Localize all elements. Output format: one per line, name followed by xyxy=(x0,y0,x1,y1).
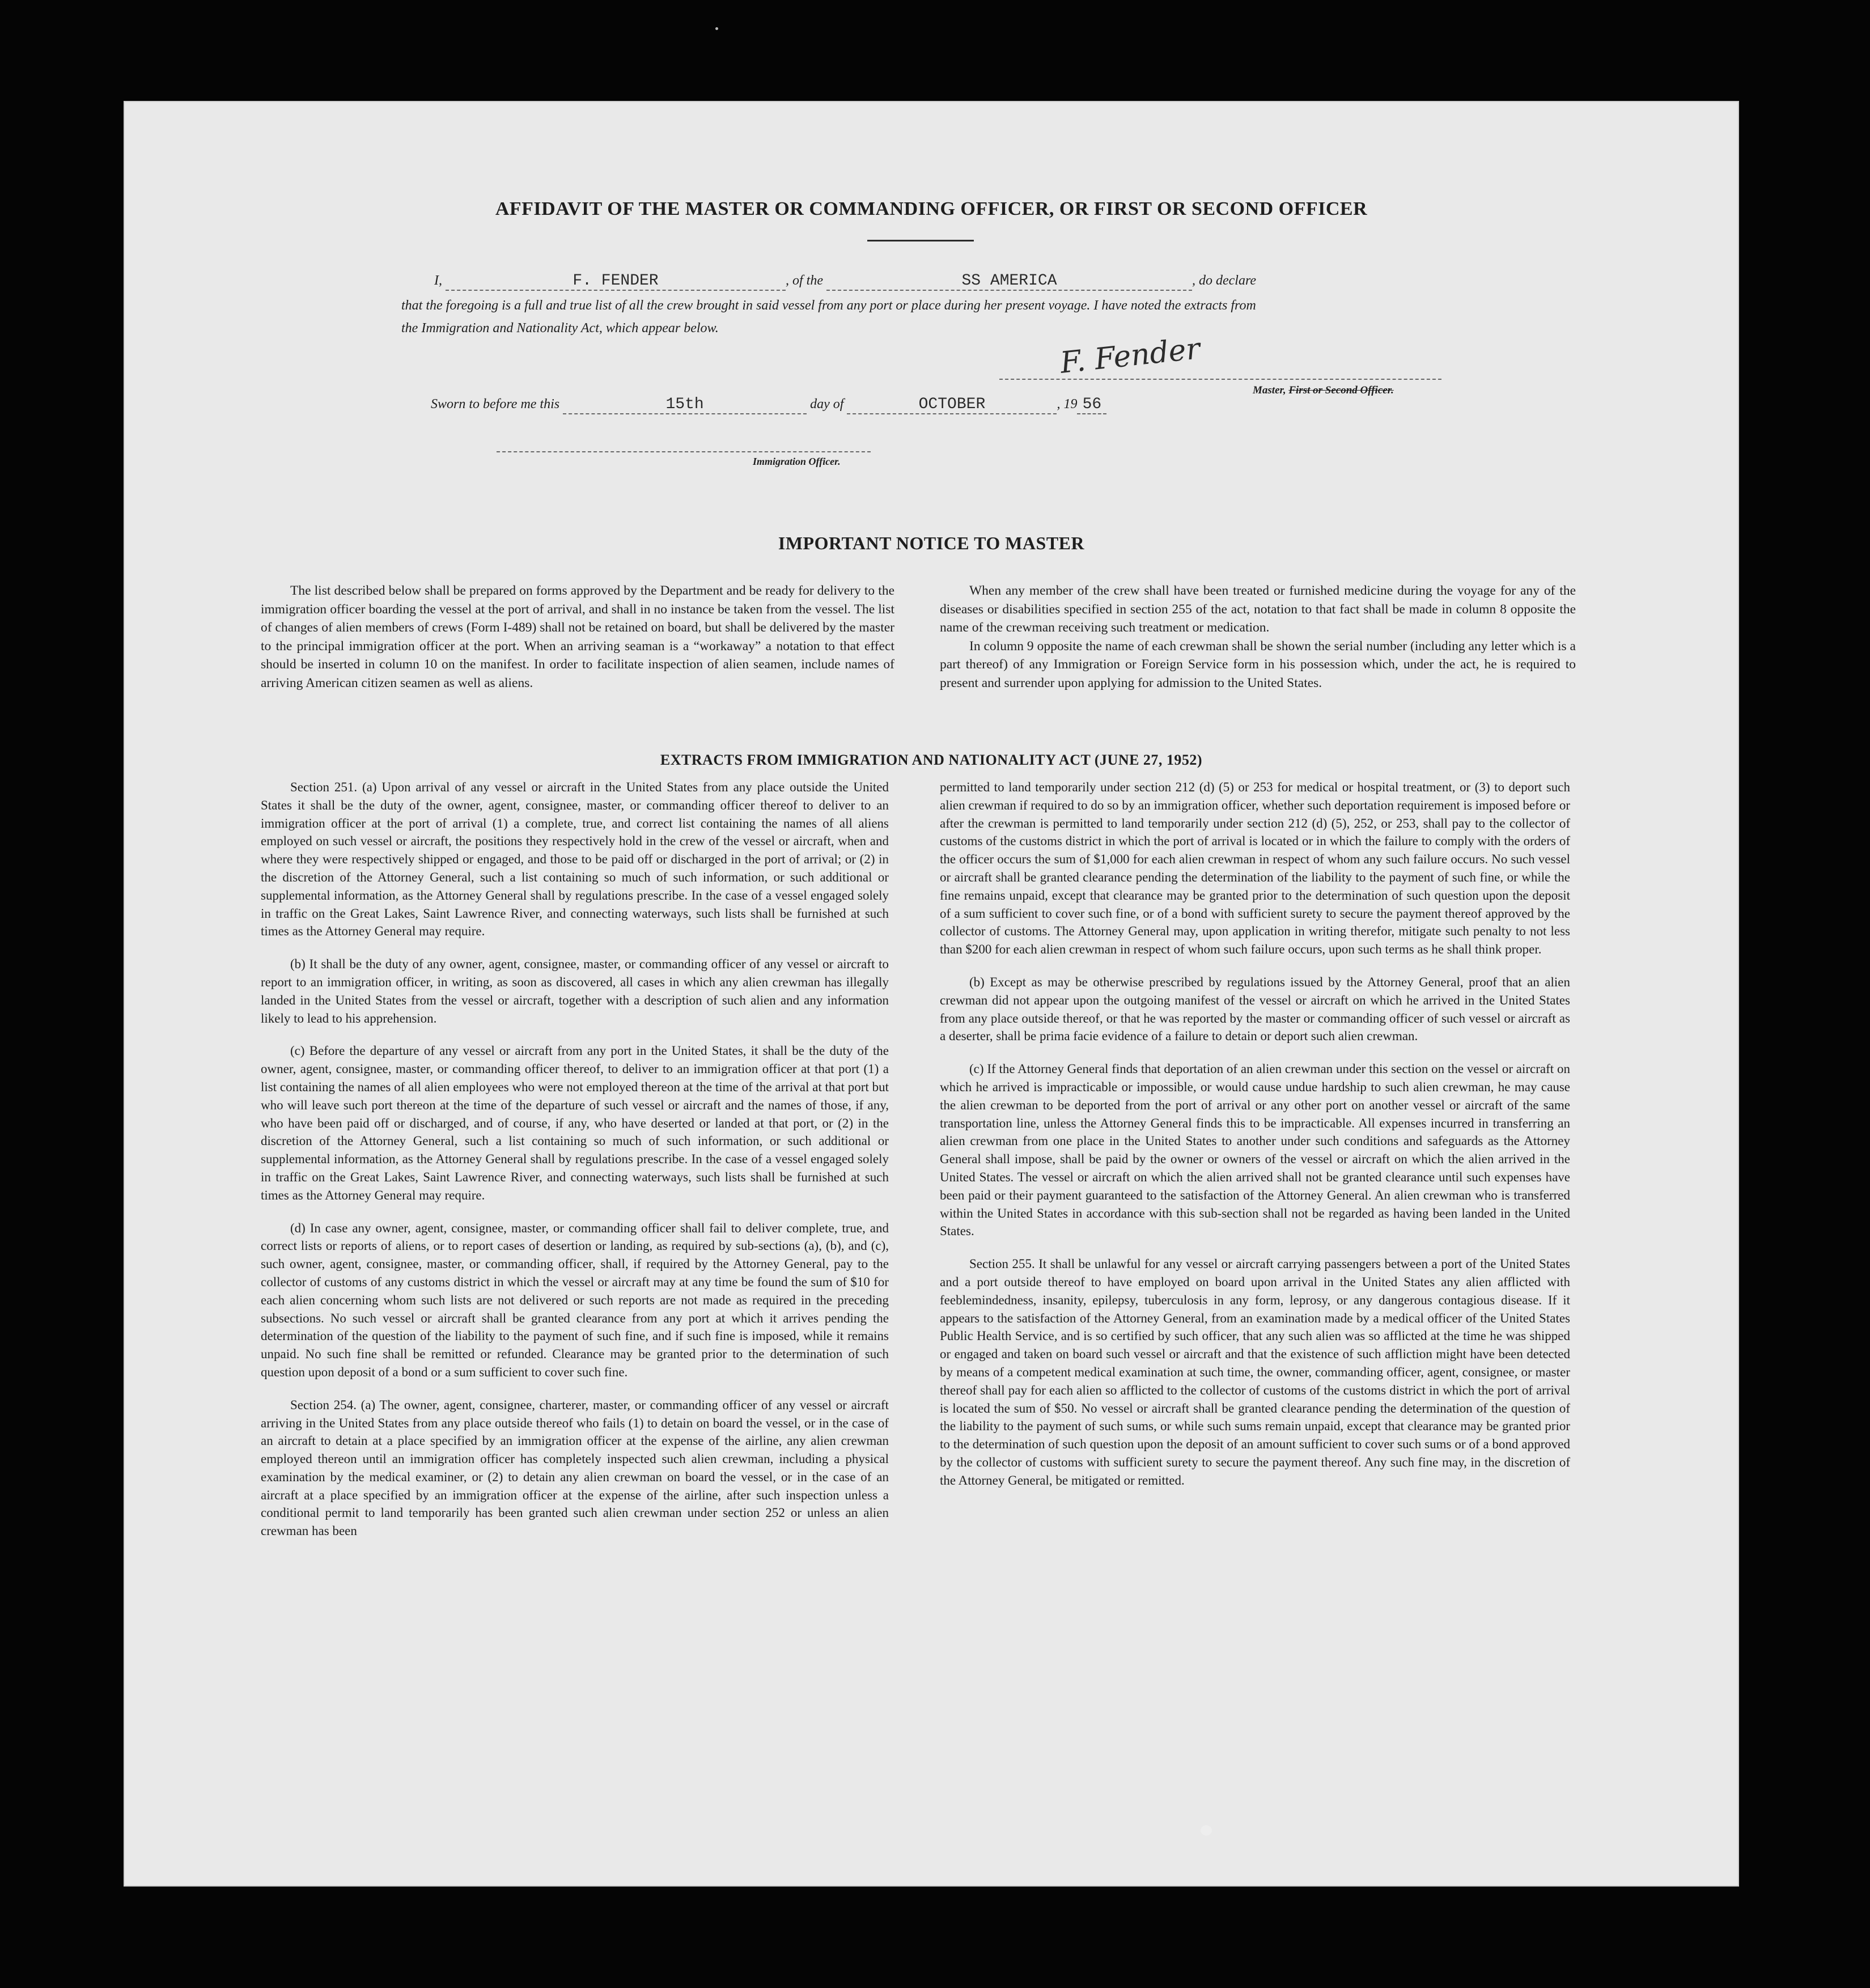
section-251-d: (d) In case any owner, agent, consignee, master, or commanding officer shall fail to deliver complete, true, and correct lists or reports of aliens, or to report cases of desertion or landing, as required by sub-sections (a), (b), and (c), such owner, agent, consignee, master, or commanding officer, shall, if required by the Attorney General, pay to the collector of customs of any customs district in which the vessel or aircraft may at any time be found the sum of $10 for each alien concerning whom such lists are not delivered or such reports are not made as required in the preceding subsections. No such vessel or aircraft shall be granted clearance from any port at which it arrives pending the determination of the question of the liability to the payment of such fine, and if such fine is imposed, while it remains unpaid. No such fine shall be remitted or refunded. Clearance may be granted prior to the determination of such question upon deposit of a bond or a sum sufficient to cover such fine. xyxy=(261,1220,889,1379)
month-field: OCTOBER xyxy=(847,396,1057,414)
signature-caption: Master, First or Second Officer. xyxy=(1253,384,1394,396)
affidavit-title: AFFIDAVIT OF THE MASTER OR COMMANDING OFFICER, OR FIRST OR SECOND OFFICER xyxy=(495,198,1368,219)
i-label: I, xyxy=(434,273,442,288)
section-254-c: (c) If the Attorney General finds that deportation of an alien crewman under this section on the vessel or aircraft on which he arrived is impracticable or impossible, or would cause undue hardship to such alien crewman, he may cause the alien crewman to be deported from the port of arrival or any other port on another vessel or aircraft of the same transportation line, unless the Attorney General finds this to be impracticable. All expenses incurred in transferring an alien crewman from one place in the United States to another under such conditions and safeguards as the Attorney General shall impose, shall be paid by the owner or owners of the vessel or aircraft on which the alien arrived in the United States. The vessel or aircraft on which the alien arrived shall not be granted clearance until such expenses have been paid or their payment guaranteed to the satisfaction of the Attorney General. An alien crewman who is transferred within the United States in accordance with this sub-section shall not be regarded as having been landed in the United States. xyxy=(940,1062,1570,1239)
do-declare-label: , do declare xyxy=(1192,273,1257,288)
sworn-label: Sworn to before me this xyxy=(431,397,560,412)
day-of-label: day of xyxy=(810,397,844,412)
notice-right-paragraph-1: When any member of the crew shall have been treated or furnished medicine during the voyage for any of the diseases or disabilities specified in section 255 of the act, notation to that fact shall be made in column 8 opposite the name of the crewman receiving such treatment or medication. xyxy=(940,583,1576,635)
master-name-field: F. FENDER xyxy=(446,272,786,291)
vessel-name-field: SS AMERICA xyxy=(826,272,1192,291)
declaration-statement-2: the Immigration and Nationality Act, which appear below. xyxy=(401,321,719,336)
notice-title: IMPORTANT NOTICE TO MASTER xyxy=(778,533,1085,553)
notice-right-paragraph-2: In column 9 opposite the name of each crewman shall be shown the serial number (including any letter which is a part thereof) of any Immigration or Foreign Service form in his possession which, under the act, he is required to present and surrender upon applying for admission to the United States. xyxy=(940,638,1576,690)
of-the-label: , of the xyxy=(786,273,823,288)
extracts-right-column xyxy=(940,778,1570,1504)
sworn-line xyxy=(431,396,1106,414)
master-signature: F. Fender xyxy=(1058,332,1202,380)
section-251-b: (b) It shall be the duty of any owner, agent, consignee, master, or commanding officer of any vessel or aircraft to report to an immigration officer, in writing, as soon as discovered, all cases in which any alien crewman has illegally landed in the United States from the vessel or aircraft, together with a description of such alien and any information likely to lead to his apprehension. xyxy=(261,957,889,1025)
year-field: 56 xyxy=(1077,396,1106,414)
day-field: 15th xyxy=(563,396,807,414)
declaration-statement-1: that the foregoing is a full and true list of all the crew brought in said vessel from any port or place during her present voyage. I have noted the extracts from xyxy=(401,298,1256,313)
declaration-line xyxy=(434,272,1256,291)
year-prefix: , 19 xyxy=(1057,397,1078,412)
document-page xyxy=(124,101,1739,1887)
section-251-c: (c) Before the departure of any vessel or aircraft from any port in the United States, it shall be the duty of the owner, agent, consignee, master, or commanding officer thereof, to deliver to an immigration officer at that port (1) a list containing the names of all alien employees who were not employed thereon at the time of the arrival at that port but who will leave such port thereon at the time of the departure of such vessel or aircraft and the names of those, if any, who have been paid off or discharged, and of course, if any, who have deserted or landed at that port, or (2) in the discretion of the Attorney General, such a list containing so much of such information, or such additional or supplemental information, as the Attorney General shall by regulations prescribe. In the case of a vessel engaged solely in traffic on the Great Lakes, Saint Lawrence River, and connecting waterways, such lists shall be furnished at such times as the Attorney General may require. xyxy=(261,1044,889,1202)
title-rule xyxy=(867,240,974,241)
immigration-officer-line xyxy=(497,451,871,452)
scan-speck xyxy=(1201,1825,1212,1836)
extracts-title: EXTRACTS FROM IMMIGRATION AND NATIONALITY ACT (JUNE 27, 1952) xyxy=(660,752,1203,768)
section-254-a-continued: permitted to land temporarily under section 212 (d) (5) or 253 for medical or hospital treatment, or (3) to deport such alien crewman if required to do so by an immigration officer, whether such deportation requirement is imposed before or after the crewman is permitted to land temporarily under section 212 (d) (5), 252, or 253, shall pay to the collector of customs of the customs district in which the port of arrival is located or in which the failure to comply with the orders of the officer occurs the sum of $1,000 for each alien crewman in respect of whom any such failure occurs. No such vessel or aircraft shall be granted clearance pending the determination of the liability to the payment of such fine, or while the fine remains unpaid, except that clearance may be granted prior to the determination of such question upon the deposit of a sum sufficient to cover such fine, or of a bond with sufficient surety to secure the payment thereof approved by the collector of customs. The Attorney General may, upon application in writing therefor, mitigate such penalty to not less than $200 for each alien crewman in respect of whom such failure occurs, upon such terms as he shall think proper. xyxy=(940,780,1570,957)
struck-officer-title: First or Second Officer. xyxy=(1288,384,1394,396)
section-254-a: Section 254. (a) The owner, agent, consignee, charterer, master, or commanding officer of any vessel or aircraft arriving in the United States from any place outside thereof who fails (1) to detain on board the vessel, or in the case of an aircraft to detain at a place specified by an immigration officer at the expense of the airline, any alien crewman employed thereon until an immigration officer has completely inspected such alien crewman, including a physical examination by the medical examiner, or (2) to detain any alien crewman on board the vessel, or in the case of an aircraft at a place specified by an immigration officer at the expense of the airline, after such inspection unless a conditional permit to land temporarily has been granted such alien crewman under section 252 or unless an alien crewman has been xyxy=(261,1397,889,1538)
notice-left-paragraph: The list described below shall be prepared on forms approved by the Department and be ready for delivery to the immigration officer boarding the vessel at the port of arrival, and shall in no instance be taken from the vessel. The list of changes of alien members of crews (Form I-489) shall not be retained on board, but shall be delivered by the master to the principal immigration officer at the port. When an arriving seaman is a “workaway” a notation to that effect should be inserted in column 10 on the manifest. In order to facilitate inspection of alien seamen, include names of arriving American citizen seamen as well as aliens. xyxy=(261,583,894,690)
notice-right-column xyxy=(940,582,1576,692)
section-251-a: Section 251. (a) Upon arrival of any vessel or aircraft in the United States from any place outside the United States it shall be the duty of the owner, agent, consignee, master, or commanding officer thereof to deliver to an immigration officer at the port of arrival (1) a complete, true, and correct list containing the names of all aliens employed on such vessel or aircraft, the positions they respectively hold in the crew of the vessel or aircraft, when and where they were respectively shipped or engaged, and those to be paid off or discharged in the port of arrival; or (2) in the discretion of the Attorney General, such a list containing so much of such information, or such additional or supplemental information, as the Attorney General shall by regulations prescribe. In the case of a vessel engaged solely in traffic on the Great Lakes, Saint Lawrence River, and connecting waterways, such lists shall be furnished at such times as the Attorney General may require. xyxy=(261,780,889,939)
scan-speck xyxy=(715,27,718,30)
immigration-officer-label: Immigration Officer. xyxy=(753,456,841,467)
section-255: Section 255. It shall be unlawful for any vessel or aircraft carrying passengers between a port of the United States and a port outside thereof to have employed on board upon arrival in the United States any alien afflicted with feeblemindedness, insanity, epilepsy, tuberculosis in any form, leprosy, or any dangerous contagious disease. If it appears to the satisfaction of the Attorney General, from an examination made by a medical officer of the United States Public Health Service, and is so certified by such officer, that any such alien was so afflicted at the time he was shipped or engaged and taken on board such vessel or aircraft and that the existence of such affliction might have been detected by means of a competent medical examination at such time, the owner, commanding officer, agent, consignee, or master thereof shall pay for each alien so afflicted to the collector of customs of the customs district in which the port of arrival is located the sum of $50. No vessel or aircraft shall be granted clearance pending the determination of the question of the liability to the payment of such sums, or while such sums remain unpaid, except that clearance may be granted prior to the determination of such question upon the deposit of an amount sufficient to cover such sums or of a bond approved by the collector of customs with sufficient surety to secure the payment thereof. Any such fine may, in the discretion of the Attorney General, be mitigated or remitted. xyxy=(940,1257,1570,1487)
extracts-left-column xyxy=(261,778,889,1555)
section-254-b: (b) Except as may be otherwise prescribed by regulations issued by the Attorney General, proof that an alien crewman did not appear upon the outgoing manifest of the vessel or aircraft on which he arrived in the United States from any place outside thereof, or that he was reported by the master or commanding officer of such vessel or aircraft as a deserter, shall be prima facie evidence of a failure to detain or deport such alien crewman. xyxy=(940,974,1570,1044)
signature-line xyxy=(999,379,1441,380)
